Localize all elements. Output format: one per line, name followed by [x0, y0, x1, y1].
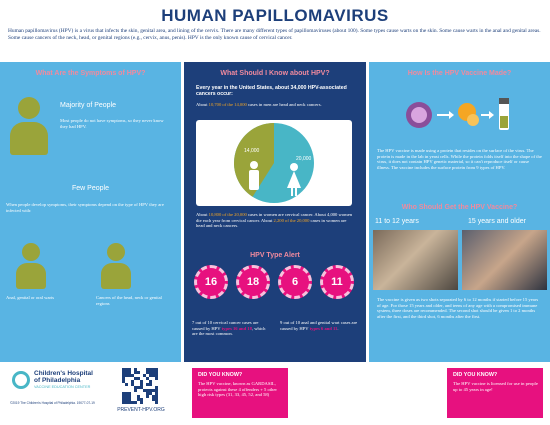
intro-text: Human papillomavirus (HPV) is a virus that infects the skin, genital area, and lining of the cervix. There are many different types of papillomaviruses (about 100). Some types cause warts on the skin. Some cause warts in the anal and genital areas. Some cause cancers of the neck, head, or genital regions (e.g., cervix, anus, penis). HPV is the only known cause of cervical cancer. — [8, 28, 541, 41]
org-name-2: of Philadelphia — [34, 377, 81, 384]
dyk-text: The HPV vaccine is licensed for use in people up to 45 years in age! — [453, 381, 538, 392]
vaccine-process-illustration — [399, 90, 519, 145]
hpv-type-11-virus-icon — [320, 265, 354, 299]
vaccine-panel — [369, 62, 550, 362]
women-text: About 10,800 of the 20,000 cases in women are cervical cancer. About 4,000 women die each year from cervical cancer. About 2,200 of the 20,000 cases in women are head and neck cancers. — [196, 212, 353, 229]
dyk-text: The HPV vaccine, known as GARDASIL, protects against these 4 offenders + 5 other high risk types (31, 33, 45, 52, and 58) — [198, 381, 277, 398]
dyk-title: DID YOU KNOW? — [453, 372, 498, 378]
did-you-know-box — [192, 368, 288, 418]
made-heading: How Is the HPV Vaccine Made? — [407, 70, 512, 77]
cancer-chart — [196, 120, 352, 206]
women-value-label: 20,000 — [296, 156, 312, 162]
male-figure-icon — [249, 161, 259, 190]
hpv-type-6-virus-icon — [278, 265, 312, 299]
org-name-3: VACCINE EDUCATION CENTER — [34, 385, 91, 389]
org-name-1: Children's Hospital — [34, 370, 93, 377]
hpv-type-label: 11 — [331, 276, 343, 288]
arrow-icon — [481, 111, 494, 119]
hpv-type-18-virus-icon — [236, 265, 270, 299]
alert-right-text: 9 out of 10 anal and genital wart cases are caused by HPV types 6 and 11. — [280, 320, 358, 331]
know-panel — [184, 62, 366, 362]
age-label-1: 11 to 12 years — [375, 218, 419, 225]
did-you-know-box — [447, 368, 543, 418]
dyk-title: DID YOU KNOW? — [198, 372, 243, 378]
few-text: When people develop symptoms, their symptoms depend on the type of HPV they are infected with: — [6, 202, 164, 213]
cancers-label: Cancers of the head, neck or genital regions — [96, 295, 162, 306]
person-icon — [16, 243, 46, 289]
virus-row — [192, 265, 358, 301]
virus-icon — [406, 102, 432, 128]
hpv-type-label: 16 — [204, 276, 218, 288]
hpv-type-label: 6 — [291, 276, 299, 288]
majority-text: Most people do not have symptoms, so they never know they had HPV. — [60, 118, 164, 129]
who-text: The vaccine is given as two shots separated by 6 to 12 months if started before 15 years of age. For those 15 years and older, and teens of any age with a compromised immune system, three doses are recommended. The second shot should be given 1 to 2 months after the first, and the third shot, 6 months after the first. — [377, 297, 539, 319]
know-heading: What Should I Know about HPV? — [220, 70, 330, 77]
men-value-label: 14,000 — [244, 148, 260, 154]
symptoms-heading: What Are the Symptoms of HPV? — [35, 70, 146, 77]
symptoms-panel — [0, 62, 181, 362]
cancer-pie-chart — [196, 120, 352, 206]
age-label-2: 15 years and older — [468, 218, 526, 225]
know-subheading: Every year in the United States, about 34,000 HPV-associated cancers occur: — [196, 85, 347, 98]
photo-preteens — [373, 230, 458, 290]
warts-label: Anal, genital or oral warts — [6, 295, 55, 300]
majority-title: Majority of People — [60, 102, 117, 109]
chop-logo — [10, 369, 110, 419]
page-title: HUMAN PAPILLOMAVIRUS — [161, 6, 389, 25]
men-text: About 10,700 of the 14,000 cases in men are head and neck cancers. — [196, 102, 322, 107]
person-icon — [101, 243, 131, 289]
hpv-type-label: 18 — [246, 276, 260, 288]
chop-logo-icon — [12, 371, 30, 389]
made-text: The HPV vaccine is made using a protein that resides on the surface of the virus. The protein is made in the lab in yeast cells. While the protein folds itself into the shape of the virus, it does not contain HPV genetic material, so it can't reproduce itself or cause illness. The vaccine includes the surface protein from 9 types of HPV. — [377, 148, 542, 170]
yeast-icon — [458, 103, 479, 126]
arrow-icon — [437, 111, 454, 119]
photo-teens — [462, 230, 547, 290]
who-heading: Who Should Get the HPV Vaccine? — [401, 204, 518, 211]
copyright: ©2019 The Children's Hospital of Philadelphia. 19077-07-19 — [10, 401, 95, 405]
hpv-type-16-virus-icon — [194, 265, 228, 299]
alert-left-text: 7 out of 10 cervical cancer cases are caused by HPV types 16 and 18, which are the most common. — [192, 320, 266, 337]
few-title: Few People — [72, 185, 109, 192]
person-icon — [10, 97, 48, 155]
website-link[interactable]: PREVENT-HPV.ORG — [117, 407, 165, 413]
vaccine-vial-icon — [499, 98, 509, 130]
alert-heading: HPV Type Alert — [250, 252, 300, 259]
qr-code[interactable] — [122, 368, 158, 404]
